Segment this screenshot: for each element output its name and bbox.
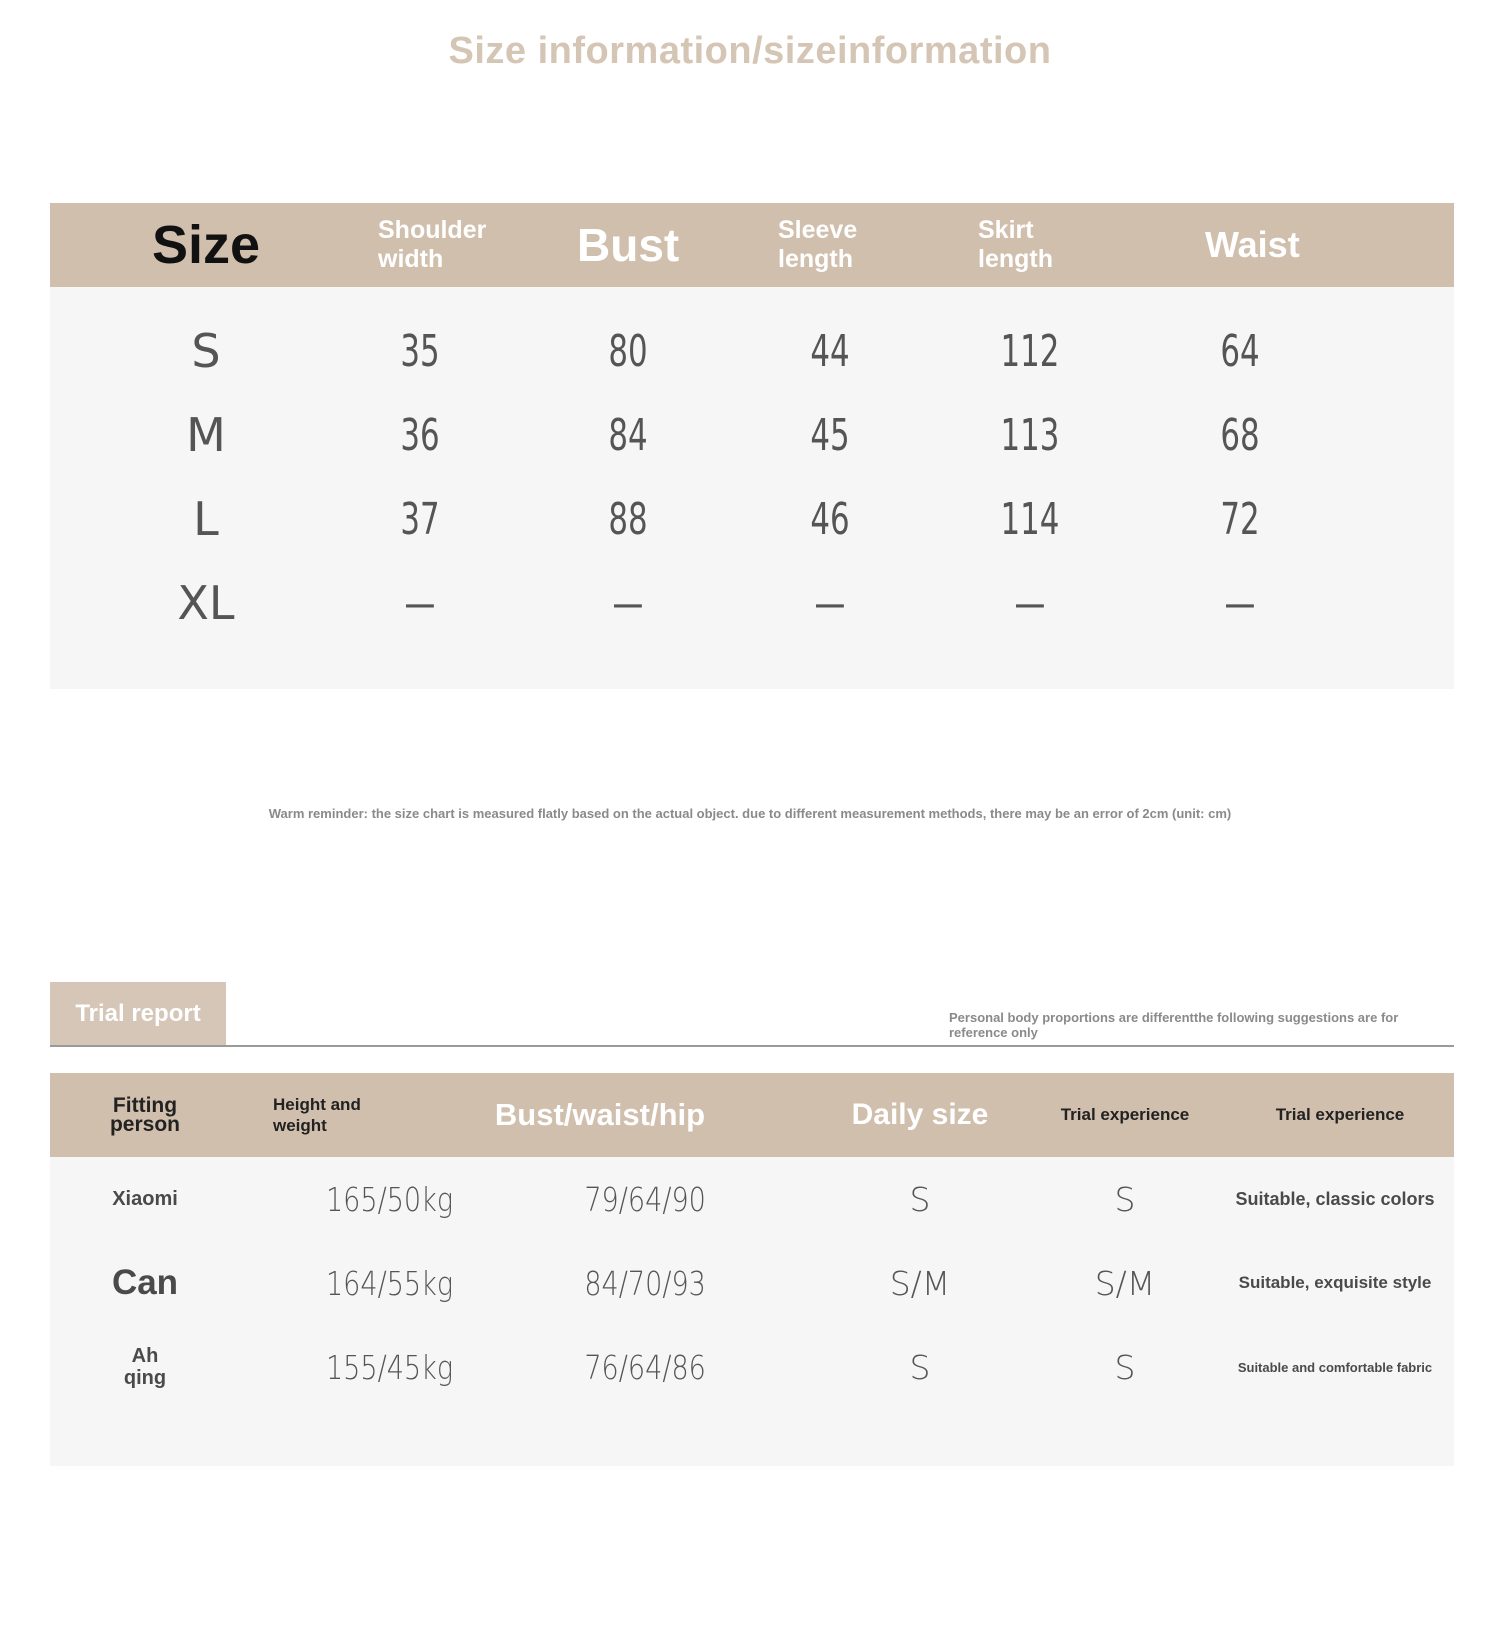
cell-shoulder: 37 — [400, 493, 440, 545]
header-skirt-line2: length — [978, 245, 1053, 273]
bust-waist-hip-value: 76/64/86 — [584, 1347, 706, 1387]
cell-sleeve: 44 — [810, 325, 850, 377]
cell-shoulder: 36 — [400, 409, 440, 461]
header-height-line1: Height and — [273, 1095, 361, 1114]
size-row — [50, 309, 1454, 393]
cell-waist: 68 — [1220, 409, 1260, 461]
trial-row — [50, 1325, 1454, 1409]
person-name-line2: qing — [123, 1367, 167, 1389]
height-weight-value: 155/45kg — [326, 1347, 454, 1387]
header-trial-experience: Trial experience — [1275, 1105, 1405, 1124]
size-row — [50, 561, 1454, 645]
person-name-line1: Xiaomi — [112, 1188, 178, 1210]
person-name-line1: Ah — [131, 1345, 159, 1367]
daily-size: S/M — [889, 1263, 951, 1303]
header-height-line2: weight — [273, 1116, 327, 1135]
header-sleeve-line2: length — [778, 245, 853, 273]
size-row — [50, 393, 1454, 477]
header-daily-size: Daily size — [851, 1098, 989, 1131]
header-person-line2: person — [109, 1113, 180, 1136]
header-sleeve-line1: Sleeve — [778, 216, 858, 244]
header-fitting-person — [80, 1073, 210, 1157]
person-name — [80, 1157, 210, 1241]
trial-report-divider — [50, 1045, 1454, 1047]
header-trial-size: Trial experience — [1060, 1105, 1190, 1124]
person-name-line1: Can — [111, 1263, 179, 1302]
header-waist: Waist — [1205, 224, 1300, 265]
bust-waist-hip-value: 79/64/90 — [584, 1179, 706, 1219]
size-table — [50, 203, 1454, 689]
height-weight — [250, 1241, 530, 1325]
header-bust-waist-hip: Bust/waist/hip — [494, 1097, 706, 1132]
trial-report-tag: Trial report — [50, 982, 226, 1046]
cell-size: L — [193, 492, 219, 546]
trial-table — [50, 1073, 1454, 1466]
height-weight — [250, 1325, 530, 1409]
cell-size: XL — [177, 576, 235, 630]
trial-size: S — [1114, 1179, 1136, 1219]
bust-waist-hip — [500, 1325, 790, 1409]
height-weight-value: 165/50kg — [326, 1179, 454, 1219]
person-name — [80, 1325, 210, 1409]
height-weight-value: 164/55kg — [326, 1263, 454, 1303]
measurement-reminder: Warm reminder: the size chart is measured flatly based on the actual object. due to different measurement methods, there may be an error of 2cm (unit: cm) — [268, 806, 1232, 821]
trial-row — [50, 1241, 1454, 1325]
cell-skirt: — — [1014, 577, 1046, 629]
bust-waist-hip — [500, 1241, 790, 1325]
cell-bust: 80 — [608, 325, 648, 377]
cell-bust: 88 — [608, 493, 648, 545]
header-shoulder-line1: Shoulder — [378, 216, 487, 244]
cell-size: S — [191, 324, 221, 378]
header-size: Size — [152, 215, 261, 275]
size-table-header — [50, 203, 1454, 287]
cell-waist: — — [1224, 577, 1256, 629]
cell-sleeve: 45 — [810, 409, 850, 461]
header-skirt-line1: Skirt — [978, 216, 1034, 244]
header-person-line1: Fitting — [112, 1094, 178, 1117]
cell-skirt: 112 — [1000, 325, 1060, 377]
size-row — [50, 477, 1454, 561]
cell-waist: 72 — [1220, 493, 1260, 545]
person-name — [80, 1241, 210, 1325]
daily-size: S — [909, 1179, 931, 1219]
trial-experience: Suitable, exquisite style — [1238, 1273, 1432, 1292]
cell-skirt: 114 — [1000, 493, 1060, 545]
cell-skirt: 113 — [1000, 409, 1060, 461]
trial-size: S/M — [1094, 1263, 1156, 1303]
cell-shoulder: — — [404, 577, 436, 629]
height-weight — [250, 1157, 530, 1241]
trial-report-note: Personal body proportions are differentthe following suggestions are for reference only — [949, 1010, 1399, 1040]
bust-waist-hip — [500, 1157, 790, 1241]
header-sleeve-length — [778, 203, 908, 287]
header-bust: Bust — [577, 219, 680, 271]
daily-size: S — [909, 1347, 931, 1387]
header-skirt-length — [978, 203, 1108, 287]
trial-experience: Suitable, classic colors — [1235, 1188, 1435, 1209]
cell-sleeve: 46 — [810, 493, 850, 545]
header-shoulder-line2: width — [378, 245, 444, 273]
cell-bust: — — [612, 577, 644, 629]
trial-row — [50, 1157, 1454, 1241]
trial-experience: Suitable and comfortable fabric — [1237, 1359, 1433, 1375]
header-shoulder-width — [378, 203, 508, 287]
header-height-weight — [255, 1073, 395, 1157]
trial-size: S — [1114, 1347, 1136, 1387]
trial-table-header — [50, 1073, 1454, 1157]
cell-sleeve: — — [814, 577, 846, 629]
page-title: Size information/sizeinformation — [448, 30, 1052, 72]
bust-waist-hip-value: 84/70/93 — [584, 1263, 706, 1303]
cell-size: M — [186, 408, 226, 462]
cell-waist: 64 — [1220, 325, 1260, 377]
cell-bust: 84 — [608, 409, 648, 461]
cell-shoulder: 35 — [400, 325, 440, 377]
